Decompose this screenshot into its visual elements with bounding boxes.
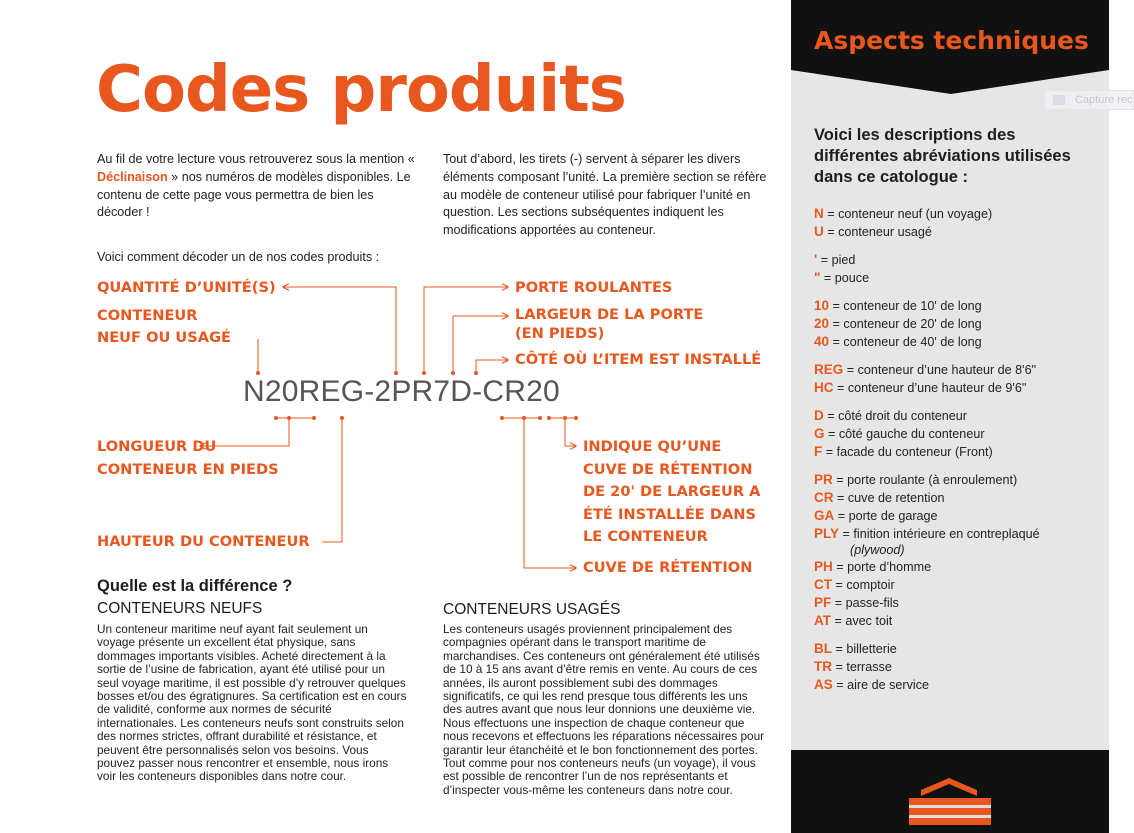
abbreviation-code: " xyxy=(814,270,821,285)
label-door-width-1: LARGEUR DE LA PORTE xyxy=(515,306,704,323)
used-containers-body: Les conteneurs usagés proviennent principalement des compagnies opérant dans le transport maritime de marchandises. Ces conteneurs ont généralement été utilisés de 10 à 15 ans avant d’être remis en vente. Au cours de ces années, ils auront possiblement subi des dommages significatifs, ce qui les rend presque tous différents les uns des autres avant que nous leur donnions une deuxième vie. Nous effectuons une inspection de chaque conteneur que nous recevons et effectuons les réparations nécessaires pour garantir leur étanchéité et le bon fonctionnement des portes. Tout comme pour nos conteneurs neufs (un voyage), il vous est possible de rencontrer l’un de nos représentants et d’inspecter vous-même les conteneurs dans notre cour. xyxy=(443,622,765,797)
label-height: HAUTEUR DU CONTENEUR xyxy=(97,533,310,550)
company-logo xyxy=(905,778,995,828)
label-door-width-2: (EN PIEDS) xyxy=(515,325,605,342)
product-code: N20REG-2PR7D-CR20 xyxy=(243,375,560,408)
abbreviation-item: PLY = finition intérieure en contreplaqué (plywood) xyxy=(814,525,1104,558)
intro-left-paragraph: Au fil de votre lecture vous retrouverez sous la mention « Déclinaison » nos numéros de modèles disponibles. Le contenu de cette page vous permettra de bien les décoder ! xyxy=(97,152,415,220)
sidebar-footer xyxy=(791,750,1109,833)
line-tank-size xyxy=(565,418,576,446)
abbreviation-code: TR xyxy=(814,659,832,674)
abbreviation-group xyxy=(814,251,1104,287)
label-tank: CUVE DE RÉTENTION xyxy=(583,559,753,576)
abbreviation-code: PLY xyxy=(814,526,840,541)
abbreviation-item: PR = porte roulante (à enroulement) xyxy=(814,472,1018,487)
used-containers-heading: CONTENEURS USAGÉS xyxy=(443,601,621,618)
abbreviation-description: passe-fils xyxy=(845,596,899,610)
abbreviation-description: pied xyxy=(831,253,856,267)
abbreviation-code: 10 xyxy=(814,298,830,313)
label-side: CÔTÉ OÙ L’ITEM EST INSTALLÉ xyxy=(515,351,762,368)
abbreviation-code: CT xyxy=(814,577,832,592)
abbreviation-description: porte roulante (à enroulement) xyxy=(847,473,1018,487)
sidebar-intro: Voici les descriptions des différentes abréviations utilisées dans ce catologue : xyxy=(814,126,1071,186)
abbreviation-group xyxy=(814,407,1104,461)
abbreviation-description: facade du conteneur (Front) xyxy=(836,445,993,459)
abbreviation-code: PH xyxy=(814,559,833,574)
decode-label: Voici comment décoder un de nos codes produits : xyxy=(97,250,380,264)
abbreviation-code: AT xyxy=(814,613,831,628)
abbreviation-description: porte d’homme xyxy=(847,560,932,574)
page-margin-strip xyxy=(1109,0,1134,833)
abbreviation-description: porte de garage xyxy=(848,509,938,523)
abbreviation-item: G = côté gauche du conteneur xyxy=(814,426,985,441)
abbreviation-list xyxy=(814,205,1104,704)
label-new-used-2: NEUF OU USAGÉ xyxy=(97,329,232,346)
label-tank-size-2: CUVE DE RÉTENTION xyxy=(583,461,753,478)
abbreviation-item: REG = conteneur d’une hauteur de 8'6" xyxy=(814,362,1037,377)
abbreviation-code: U xyxy=(814,224,824,239)
abbreviation-item: AS = aire de service xyxy=(814,677,930,692)
new-containers-heading: CONTENEURS NEUFS xyxy=(97,600,263,617)
abbreviation-item: HC = conteneur d’une hauteur de 9'6" xyxy=(814,380,1027,395)
abbreviation-description: conteneur de 10' de long xyxy=(843,299,982,313)
label-tank-size-5: LE CONTENEUR xyxy=(583,528,708,545)
capture-overlay-button[interactable]: Capture rec xyxy=(1044,90,1134,110)
abbreviation-code: HC xyxy=(814,380,834,395)
abbreviation-group xyxy=(814,361,1104,397)
abbreviation-item: BL = billetterie xyxy=(814,641,897,656)
label-new-used-1: CONTENEUR xyxy=(97,307,198,324)
abbreviation-description: terrasse xyxy=(846,660,892,674)
line-height xyxy=(322,418,342,542)
abbreviation-code: REG xyxy=(814,362,844,377)
abbreviation-code: BL xyxy=(814,641,832,656)
label-tank-size-1: INDIQUE QU’UNE xyxy=(583,438,722,455)
abbreviation-item: GA = porte de garage xyxy=(814,508,938,523)
abbreviation-code: F xyxy=(814,444,823,459)
capture-icon xyxy=(1053,95,1065,105)
abbreviation-item: D = côté droit du conteneur xyxy=(814,408,967,423)
abbreviation-code: AS xyxy=(814,677,833,692)
abbreviation-description: conteneur de 20' de long xyxy=(843,317,982,331)
abbreviation-item: 40 = conteneur de 40' de long xyxy=(814,334,982,349)
abbreviation-description: conteneur neuf (un voyage) xyxy=(838,207,993,221)
line-door-width xyxy=(453,316,508,373)
abbreviation-note: (plywood) xyxy=(850,543,905,557)
line-quantity xyxy=(283,287,396,373)
abbreviation-code: 20 xyxy=(814,316,830,331)
abbreviation-item: F = facade du conteneur (Front) xyxy=(814,444,993,459)
technical-sidebar xyxy=(791,0,1109,833)
abbreviation-item: AT = avec toit xyxy=(814,613,893,628)
abbreviation-code: GA xyxy=(814,508,835,523)
abbreviation-group xyxy=(814,297,1104,351)
abbreviation-item: PF = passe-fils xyxy=(814,595,899,610)
abbreviation-code: 40 xyxy=(814,334,830,349)
abbreviation-item: PH = porte d’homme xyxy=(814,559,932,574)
label-quantity: QUANTITÉ D’UNITÉ(S) xyxy=(97,279,276,296)
abbreviation-item: 10 = conteneur de 10' de long xyxy=(814,298,982,313)
abbreviation-group xyxy=(814,471,1104,630)
abbreviation-group xyxy=(814,205,1104,241)
abbreviation-description: conteneur usagé xyxy=(838,225,932,239)
abbreviation-item: U = conteneur usagé xyxy=(814,224,932,239)
sidebar-title: Aspects techniques xyxy=(814,26,1089,55)
abbreviation-item: 20 = conteneur de 20' de long xyxy=(814,316,982,331)
abbreviation-description: pouce xyxy=(834,271,870,285)
abbreviation-code: ' xyxy=(814,252,818,267)
abbreviation-item: N = conteneur neuf (un voyage) xyxy=(814,206,993,221)
abbreviation-description: conteneur d’une hauteur de 8'6" xyxy=(857,363,1037,377)
label-tank-size-4: ÉTÉ INSTALLÉE DANS xyxy=(583,506,756,523)
abbreviation-code: G xyxy=(814,426,825,441)
intro-right-paragraph: Tout d’abord, les tirets (-) servent à séparer les divers éléments composant l’unité. La première section se réfère au modèle de conteneur utilisé pour fabriquer l’unité en question. Les sections subséquentes indiquent les modifications apportées au conteneur. xyxy=(443,152,767,238)
line-tank xyxy=(524,418,576,568)
abbreviation-description: conteneur d’une hauteur de 9'6" xyxy=(847,381,1027,395)
difference-title: Quelle est la différence ? xyxy=(97,577,293,595)
abbreviation-code: PR xyxy=(814,472,833,487)
line-side xyxy=(476,360,508,373)
abbreviation-description: cuve de retention xyxy=(847,491,945,505)
abbreviation-code: D xyxy=(814,408,824,423)
abbreviation-code: N xyxy=(814,206,824,221)
label-rolling-door: PORTE ROULANTES xyxy=(515,279,673,296)
abbreviation-description: comptoir xyxy=(846,578,895,592)
abbreviation-description: finition intérieure en contreplaqué xyxy=(853,527,1040,541)
line-rolling-door xyxy=(424,287,508,373)
abbreviation-description: côté gauche du conteneur xyxy=(838,427,985,441)
label-length-2: CONTENEUR EN PIEDS xyxy=(97,461,279,478)
label-length-1: LONGUEUR DU xyxy=(97,438,217,455)
declinaison-highlight: Déclinaison xyxy=(97,169,168,184)
abbreviation-item: TR = terrasse xyxy=(814,659,892,674)
abbreviation-description: billetterie xyxy=(846,642,897,656)
abbreviation-group xyxy=(814,640,1104,694)
abbreviation-description: avec toit xyxy=(845,614,893,628)
abbreviation-item: ' = pied xyxy=(814,252,856,267)
abbreviation-item: " = pouce xyxy=(814,270,870,285)
abbreviation-item: CR = cuve de retention xyxy=(814,490,945,505)
new-containers-body: Un conteneur maritime neuf ayant fait seulement un voyage présente un excellent état physique, sans dommages importants visibles. Acheté directement à la sortie de l’usine de fabrication, ayant été utilisé pour un seul voyage maritime, il est possible d’y retrouver quelques bosses et/ou des égratignures. Sa certification est en cours de validité, conforme aux normes de sécurité internationales. Les conteneurs neufs sont construits selon des normes strictes, offrant durabilité et résistance, et peuvent être personnalisés selon vos besoins. Vous pouvez passer nous rencontrer et ensemble, nous irons voir les conteneurs disponibles dans notre cour. xyxy=(97,622,407,784)
abbreviation-description: conteneur de 40' de long xyxy=(843,335,982,349)
label-tank-size-3: DE 20' DE LARGEUR A xyxy=(583,483,761,500)
abbreviation-item: CT = comptoir xyxy=(814,577,895,592)
abbreviation-description: aire de service xyxy=(847,678,930,692)
abbreviation-description: côté droit du conteneur xyxy=(838,409,967,423)
page-title: Codes produits xyxy=(96,53,626,127)
abbreviation-code: CR xyxy=(814,490,834,505)
abbreviation-code: PF xyxy=(814,595,832,610)
